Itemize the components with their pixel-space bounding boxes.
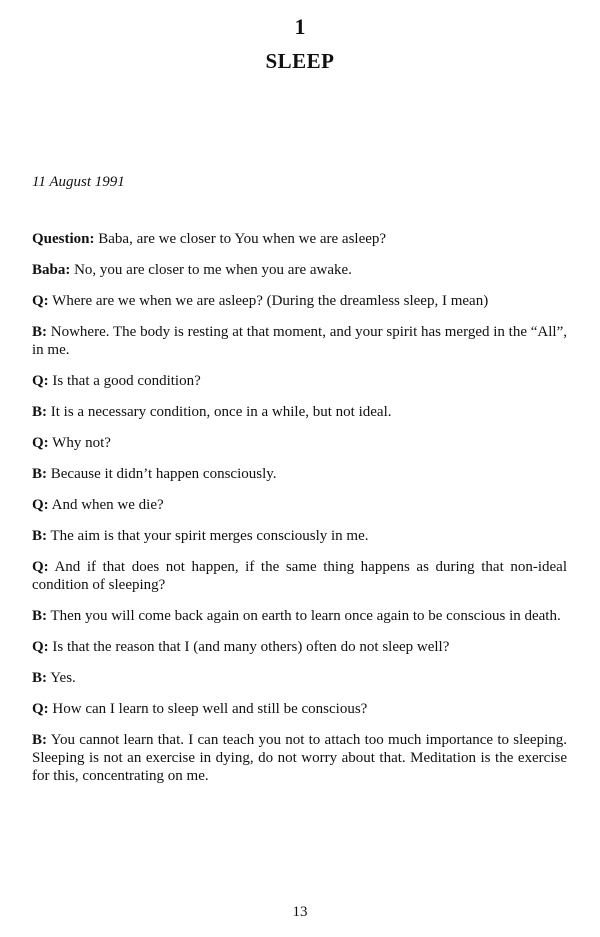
speaker-label: B: [32, 324, 47, 340]
dialogue-paragraph [32, 403, 567, 421]
dialogue-paragraph [32, 323, 567, 359]
dialogue-paragraph [32, 669, 567, 687]
dialogue-text: Where are we when we are asleep? (During the dreamless sleep, I mean) [52, 293, 489, 309]
speaker-label: B: [32, 528, 47, 544]
speaker-label: Question: [32, 231, 95, 247]
speaker-label: B: [32, 608, 47, 624]
speaker-label: B: [32, 732, 47, 748]
session-date: 11 August 1991 [32, 174, 125, 190]
speaker-label: Q: [32, 639, 49, 655]
speaker-label: Q: [32, 435, 49, 451]
chapter-title: SLEEP [265, 49, 335, 73]
dialogue-text: Then you will come back again on earth to learn once again to be conscious in death. [50, 608, 561, 624]
speaker-label: Q: [32, 373, 49, 389]
dialogue-paragraph [32, 261, 567, 279]
dialogue-text: How can I learn to sleep well and still be conscious? [52, 701, 368, 717]
dialogue-text: Yes. [50, 670, 76, 686]
speaker-label: Q: [32, 293, 49, 309]
speaker-label: B: [32, 404, 47, 420]
dialogue-paragraph [32, 230, 567, 248]
dialogue-paragraph [32, 700, 567, 718]
dialogue-text: It is a necessary condition, once in a while, but not ideal. [50, 404, 392, 420]
speaker-label: Baba: [32, 262, 71, 278]
dialogue-paragraph [32, 434, 567, 452]
dialogue-paragraph [32, 638, 567, 656]
speaker-label: B: [32, 670, 47, 686]
speaker-label: Q: [32, 701, 49, 717]
chapter-number: 1 [294, 14, 306, 39]
dialogue-paragraph [32, 607, 567, 625]
dialogue-paragraph [32, 292, 567, 310]
dialogue-text: You cannot learn that. I can teach you not to attach too much importance to sleeping. Sleeping is not an exercise in dying, do not worry about that. Meditation is the exercise for this, concentrating on me. [32, 732, 567, 784]
speaker-label: B: [32, 466, 47, 482]
dialogue-text: And when we die? [51, 497, 164, 513]
page-number: 13 [292, 904, 308, 920]
dialogue-text: Is that the reason that I (and many others) often do not sleep well? [52, 639, 450, 655]
speaker-label: Q: [32, 559, 49, 575]
dialogue-text: Nowhere. The body is resting at that moment, and your spirit has merged in the “All”, in me. [32, 324, 567, 358]
dialogue-paragraph [32, 731, 567, 785]
dialogue-paragraph [32, 496, 567, 514]
speaker-label: Q: [32, 497, 49, 513]
dialogue-paragraph [32, 372, 567, 390]
dialogue-text: Is that a good condition? [52, 373, 201, 389]
dialogue-paragraph [32, 558, 567, 594]
dialogue-text: Why not? [52, 435, 111, 451]
dialogue-text: Because it didn’t happen consciously. [50, 466, 277, 482]
dialogue-text: Baba, are we closer to You when we are asleep? [98, 231, 387, 247]
dialogue-text: And if that does not happen, if the same thing happens as during that non-ideal condition of sleeping? [32, 559, 567, 593]
dialogue-text: No, you are closer to me when you are awake. [74, 262, 352, 278]
dialogue-paragraph [32, 527, 567, 545]
dialogue-paragraph [32, 465, 567, 483]
dialogue-text: The aim is that your spirit merges consciously in me. [50, 528, 369, 544]
dialogue [32, 230, 567, 798]
